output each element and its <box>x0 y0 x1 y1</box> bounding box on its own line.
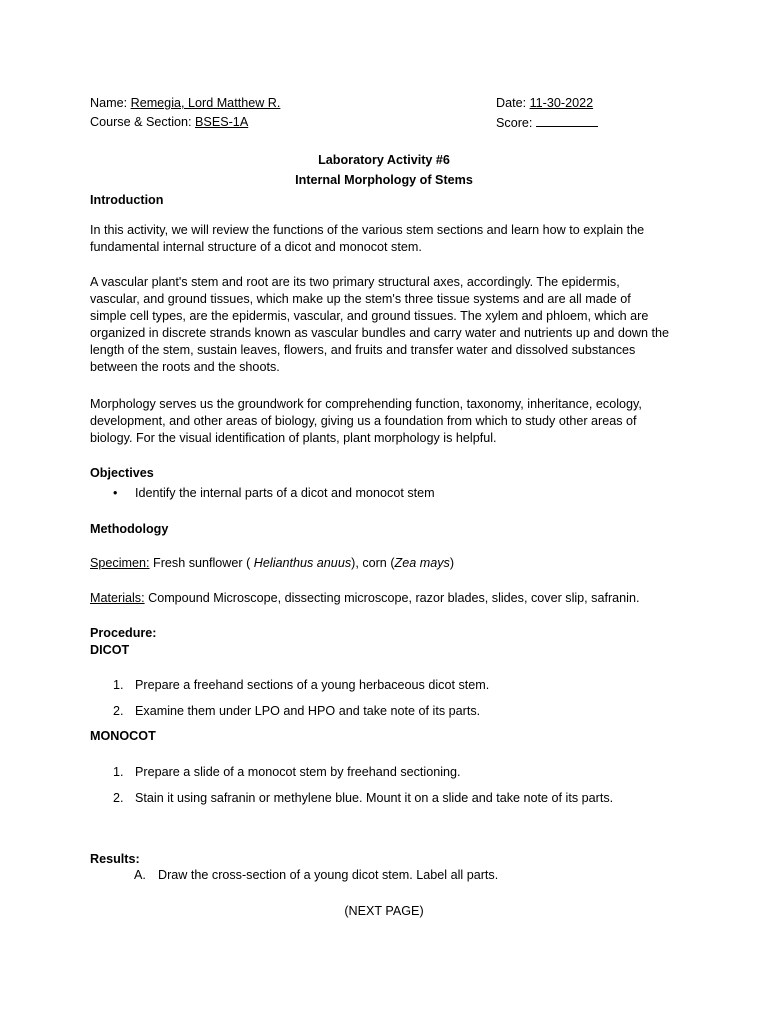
dicot-heading: DICOT <box>90 643 130 657</box>
bullet-icon: • <box>113 486 118 500</box>
date-label: Date: <box>496 96 527 110</box>
next-page-label: (NEXT PAGE) <box>344 904 424 918</box>
course-line <box>90 114 248 131</box>
results-item-letter: A. <box>134 868 146 882</box>
methodology-heading: Methodology <box>90 522 169 536</box>
specimen-sunflower-scientific: Helianthus anuus <box>253 556 352 570</box>
intro-paragraph-1: In this activity, we will review the functions of the various stem sections and learn how to explain the fundamental internal structure of a dicot and monocot stem. <box>90 223 645 254</box>
activity-title: Internal Morphology of Stems <box>295 173 473 187</box>
activity-number: Laboratory Activity #6 <box>318 153 450 167</box>
name-line <box>90 95 280 112</box>
monocot-step-2: Stain it using safranin or methylene blue. Mount it on a slide and take note of its parts. <box>135 791 614 805</box>
name-label: Name: <box>90 96 128 110</box>
materials-line <box>90 590 639 607</box>
dicot-step-2-number: 2. <box>113 704 124 718</box>
specimen-corn-scientific: Zea mays <box>394 556 450 570</box>
name-value: Remegia, Lord Matthew R. <box>130 96 281 110</box>
score-label: Score: <box>496 116 533 130</box>
results-item-a: Draw the cross-section of a young dicot stem. Label all parts. <box>158 868 499 882</box>
specimen-label: Specimen: <box>90 556 150 570</box>
intro-paragraph-2: A vascular plant's stem and root are its two primary structural axes, accordingly. The epidermis, vascular, and ground tissues, which make up the stem's three tissue systems and are all made of simple cell types, are the epidermis, vascular, and ground tissues. The xylem and phloem, which are organized in discrete strands known as vascular bundles and carry water and nutrients up and down the length of the stem, sustain leaves, flowers, and fruits and transfer water and dissolved substances between the roots and the shoots. <box>90 275 669 374</box>
monocot-step-2-number: 2. <box>113 791 124 805</box>
materials-text: Compound Microscope, dissecting microscope, razor blades, slides, cover slip, safranin. <box>144 591 640 605</box>
specimen-text-c: ), corn ( <box>351 556 395 570</box>
objective-item: Identify the internal parts of a dicot and monocot stem <box>135 486 435 500</box>
results-heading: Results: <box>90 852 140 866</box>
specimen-text-a: Fresh sunflower ( <box>149 556 254 570</box>
monocot-heading: MONOCOT <box>90 729 156 743</box>
date-line <box>496 95 593 112</box>
materials-label: Materials: <box>90 591 145 605</box>
objectives-heading: Objectives <box>90 466 154 480</box>
score-blank <box>536 114 598 127</box>
score-line <box>496 114 598 132</box>
dicot-step-1-number: 1. <box>113 678 124 692</box>
dicot-step-2: Examine them under LPO and HPO and take note of its parts. <box>135 704 481 718</box>
introduction-heading: Introduction <box>90 193 164 207</box>
course-value: BSES-1A <box>195 115 249 129</box>
date-value: 11-30-2022 <box>529 96 594 110</box>
monocot-step-1-number: 1. <box>113 765 124 779</box>
intro-paragraph-3: Morphology serves us the groundwork for comprehending function, taxonomy, inheritance, ecology, development, and other areas of biology, giving us a foundation from which to study other areas of biology. For the visual identification of plants, plant morphology is helpful. <box>90 397 642 445</box>
course-label: Course & Section: <box>90 115 192 129</box>
procedure-heading: Procedure: <box>90 626 157 640</box>
specimen-line <box>90 555 454 572</box>
dicot-step-1: Prepare a freehand sections of a young herbaceous dicot stem. <box>135 678 490 692</box>
specimen-text-e: ) <box>449 556 455 570</box>
monocot-step-1: Prepare a slide of a monocot stem by freehand sectioning. <box>135 765 461 779</box>
